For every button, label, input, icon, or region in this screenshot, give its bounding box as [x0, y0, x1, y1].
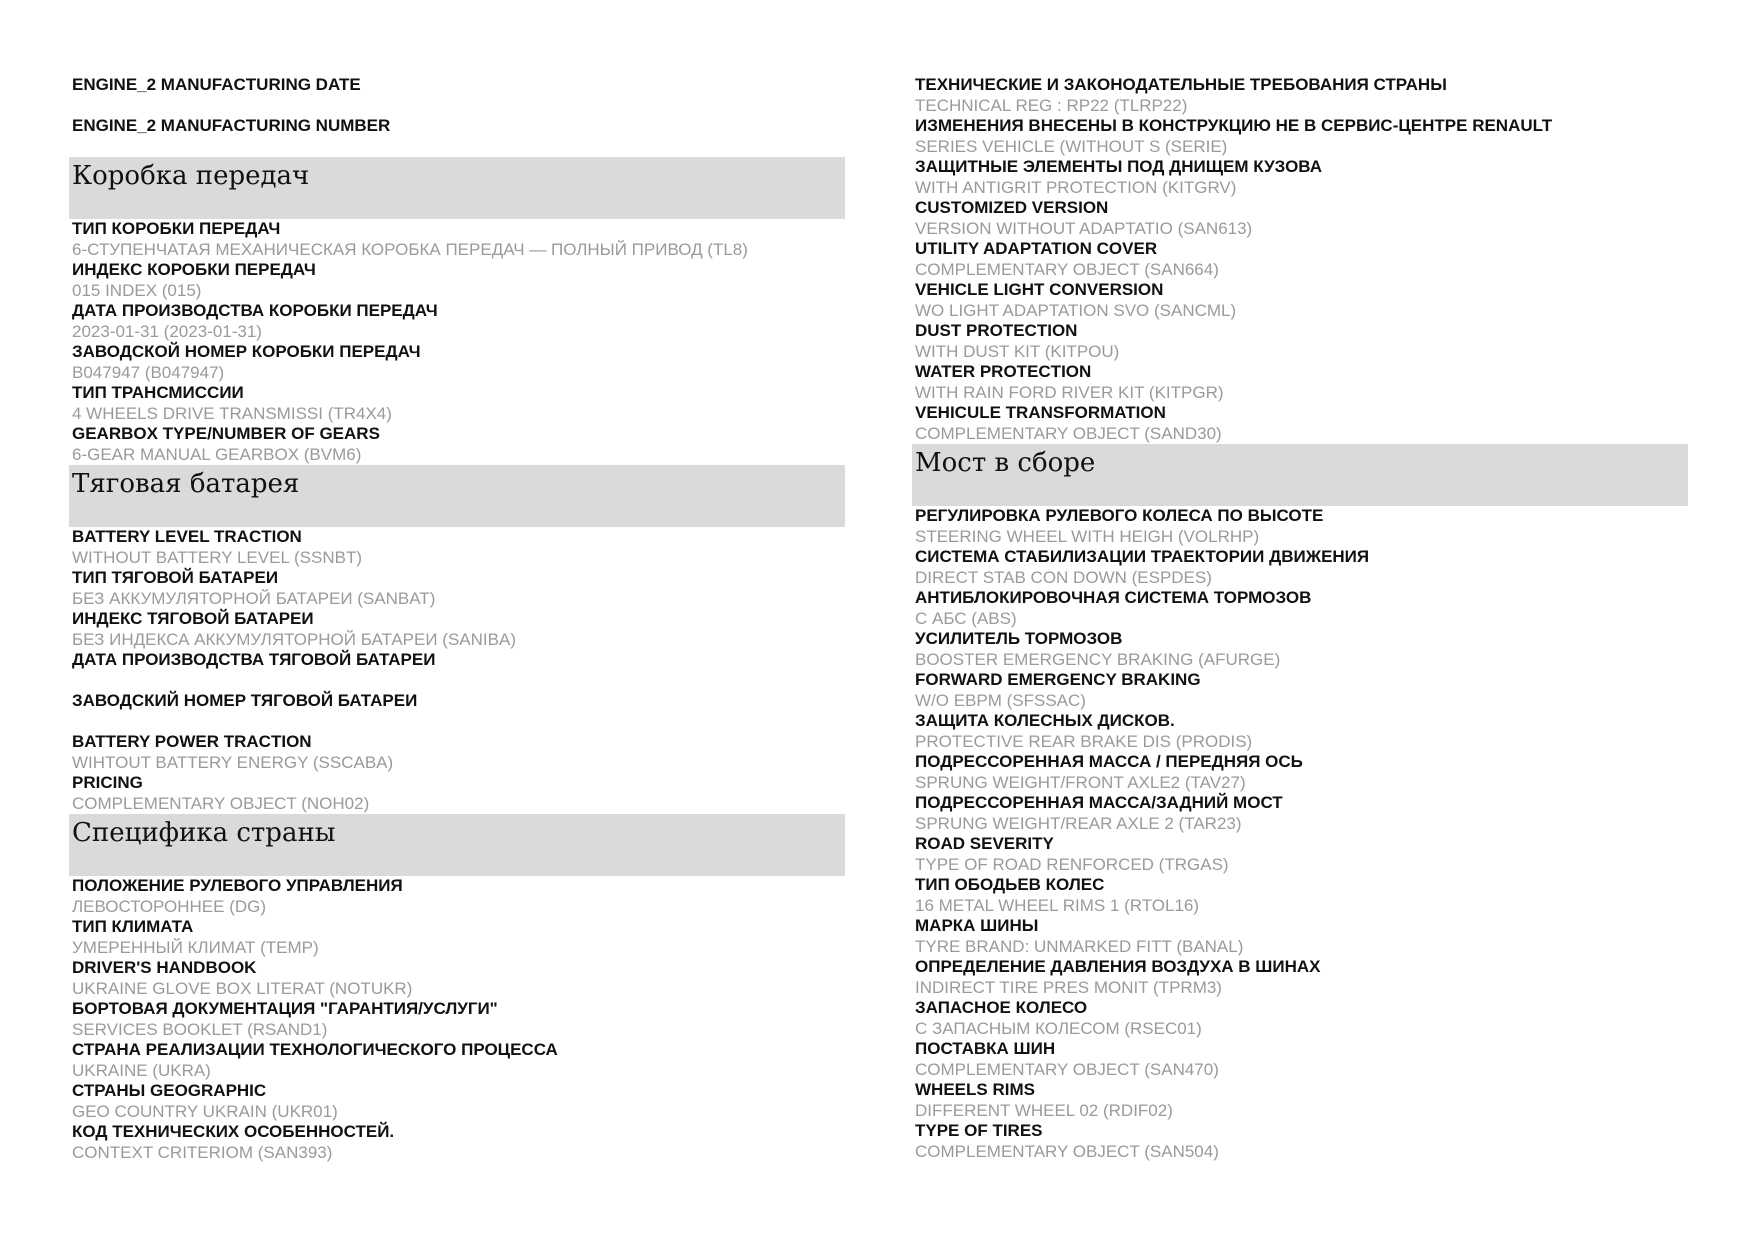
- spec-label: GEARBOX TYPE/NUMBER OF GEARS: [72, 424, 380, 443]
- spec-item: [915, 547, 1695, 588]
- spec-item: [915, 957, 1695, 998]
- spec-value: DIFFERENT WHEEL 02 (RDIF02): [915, 1100, 1173, 1120]
- spec-value: COMPLEMENTARY OBJECT (SAN470): [915, 1059, 1219, 1079]
- spec-item: [72, 424, 852, 465]
- spec-label: ТИП КЛИМАТА: [72, 917, 194, 936]
- spec-value: TYRE BRAND: UNMARKED FITT (BANAL): [915, 936, 1244, 956]
- spec-value: 015 INDEX (015): [72, 280, 202, 300]
- spec-label: ПОСТАВКА ШИН: [915, 1039, 1056, 1058]
- spec-label: WHEELS RIMS: [915, 1080, 1035, 1099]
- spec-label: ТЕХНИЧЕСКИЕ И ЗАКОНОДАТЕЛЬНЫЕ ТРЕБОВАНИЯ СТРАНЫ: [915, 75, 1447, 94]
- spec-value: WITH ANTIGRIT PROTECTION (KITGRV): [915, 177, 1237, 197]
- spec-item: [915, 916, 1695, 957]
- spec-label: ОПРЕДЕЛЕНИЕ ДАВЛЕНИЯ ВОЗДУХА В ШИНАХ: [915, 957, 1321, 976]
- spec-item: [915, 875, 1695, 916]
- spec-item: [72, 116, 852, 157]
- spec-label: ЗАЩИТНЫЕ ЭЛЕМЕНТЫ ПОД ДНИЩЕМ КУЗОВА: [915, 157, 1323, 176]
- spec-item: [72, 999, 852, 1040]
- spec-label: PRICING: [72, 773, 143, 792]
- spec-value: INDIRECT TIRE PRES MONIT (TPRM3): [915, 977, 1222, 997]
- spec-value: UKRAINE GLOVE BOX LITERAT (NOTUKR): [72, 978, 413, 998]
- spec-label: DRIVER'S HANDBOOK: [72, 958, 257, 977]
- spec-item: [72, 876, 852, 917]
- spec-item: [915, 998, 1695, 1039]
- spec-value: БЕЗ ИНДЕКСА АККУМУЛЯТОРНОЙ БАТАРЕИ (SANIBA): [72, 629, 516, 649]
- spec-value: SPRUNG WEIGHT/REAR AXLE 2 (TAR23): [915, 813, 1242, 833]
- spec-value: [72, 712, 852, 733]
- section-header-gearbox: [69, 157, 845, 219]
- spec-value: COMPLEMENTARY OBJECT (SAN664): [915, 259, 1219, 279]
- spec-item: [72, 958, 852, 999]
- spec-value: 16 METAL WHEEL RIMS 1 (RTOL16): [915, 895, 1200, 915]
- section-header-battery: [69, 465, 845, 527]
- spec-value: GEO COUNTRY UKRAIN (UKR01): [72, 1101, 338, 1121]
- spec-label: ДАТА ПРОИЗВОДСТВА ТЯГОВОЙ БАТАРЕИ: [72, 650, 436, 669]
- spec-value: 6-GEAR MANUAL GEARBOX (BVM6): [72, 444, 362, 464]
- spec-item: [72, 691, 852, 732]
- spec-item: [72, 1040, 852, 1081]
- spec-label: УСИЛИТЕЛЬ ТОРМОЗОВ: [915, 629, 1123, 648]
- spec-label: ДАТА ПРОИЗВОДСТВА КОРОБКИ ПЕРЕДАЧ: [72, 301, 438, 320]
- spec-item: [72, 301, 852, 342]
- spec-value: COMPLEMENTARY OBJECT (SAN504): [915, 1141, 1219, 1161]
- spec-item: [915, 75, 1695, 116]
- spec-item: [915, 629, 1695, 670]
- spec-item: [72, 219, 852, 260]
- spec-label: ENGINE_2 MANUFACTURING DATE: [72, 75, 361, 94]
- spec-label: РЕГУЛИРОВКА РУЛЕВОГО КОЛЕСА ПО ВЫСОТЕ: [915, 506, 1324, 525]
- spec-item: [72, 568, 852, 609]
- spec-label: ROAD SEVERITY: [915, 834, 1054, 853]
- spec-label: ТИП ОБОДЬЕВ КОЛЕС: [915, 875, 1105, 894]
- spec-item: [72, 609, 852, 650]
- spec-value: С АБС (ABS): [915, 608, 1017, 628]
- section-title: Коробка передач: [72, 161, 310, 191]
- spec-label: VEHICLE LIGHT CONVERSION: [915, 280, 1164, 299]
- spec-label: FORWARD EMERGENCY BRAKING: [915, 670, 1201, 689]
- spec-item: [915, 1080, 1695, 1121]
- spec-value: 6-СТУПЕНЧАТАЯ МЕХАНИЧЕСКАЯ КОРОБКА ПЕРЕДАЧ — ПОЛНЫЙ ПРИВОД (TL8): [72, 239, 748, 259]
- spec-label: BATTERY POWER TRACTION: [72, 732, 312, 751]
- spec-item: [72, 342, 852, 383]
- left-column: [72, 75, 852, 1163]
- spec-label: СТРАНЫ GEOGRAPHIC: [72, 1081, 267, 1100]
- spec-value: 2023-01-31 (2023-01-31): [72, 321, 262, 341]
- section-title: Мост в сборе: [915, 448, 1096, 478]
- spec-label: ЗАВОДСКИЙ НОМЕР ТЯГОВОЙ БАТАРЕИ: [72, 691, 418, 710]
- spec-item: [72, 75, 852, 116]
- spec-value: [72, 671, 852, 692]
- spec-item: [72, 383, 852, 424]
- spec-value: STEERING WHEEL WITH HEIGH (VOLRHP): [915, 526, 1260, 546]
- spec-label: ТИП ТЯГОВОЙ БАТАРЕИ: [72, 568, 279, 587]
- section-title: Тяговая батарея: [72, 469, 300, 499]
- section-header-country: [69, 814, 845, 876]
- spec-item: [915, 403, 1695, 444]
- spec-value: BOOSTER EMERGENCY BRAKING (AFURGE): [915, 649, 1281, 669]
- spec-item: [72, 1122, 852, 1163]
- spec-value: WITH RAIN FORD RIVER KIT (KITPGR): [915, 382, 1224, 402]
- section-title: Специфика страны: [72, 818, 336, 848]
- spec-label: TYPE OF TIRES: [915, 1121, 1043, 1140]
- spec-item: [72, 773, 852, 814]
- spec-item: [72, 650, 852, 691]
- spec-label: ЗАПАСНОЕ КОЛЕСО: [915, 998, 1088, 1017]
- spec-label: VEHICULE TRANSFORMATION: [915, 403, 1166, 422]
- spec-value: W/O EBPM (SFSSAC): [915, 690, 1086, 710]
- spec-label: ТИП КОРОБКИ ПЕРЕДАЧ: [72, 219, 281, 238]
- spec-value: COMPLEMENTARY OBJECT (SAND30): [915, 423, 1222, 443]
- spec-item: [72, 527, 852, 568]
- spec-label: ИНДЕКС КОРОБКИ ПЕРЕДАЧ: [72, 260, 316, 279]
- spec-label: BATTERY LEVEL TRACTION: [72, 527, 302, 546]
- spec-item: [72, 260, 852, 301]
- spec-item: [915, 116, 1695, 157]
- spec-label: ЗАВОДСКОЙ НОМЕР КОРОБКИ ПЕРЕДАЧ: [72, 342, 421, 361]
- spec-item: [915, 834, 1695, 875]
- spec-value: COMPLEMENTARY OBJECT (NOH02): [72, 793, 370, 813]
- spec-label: ЗАЩИТА КОЛЕСНЫХ ДИСКОВ.: [915, 711, 1175, 730]
- spec-value: WIHTOUT BATTERY ENERGY (SSCABA): [72, 752, 394, 772]
- spec-item: [915, 239, 1695, 280]
- spec-value: CONTEXT CRITERIOM (SAN393): [72, 1142, 333, 1162]
- spec-item: [915, 362, 1695, 403]
- spec-label: UTILITY ADAPTATION COVER: [915, 239, 1158, 258]
- spec-label: СИСТЕМА СТАБИЛИЗАЦИИ ТРАЕКТОРИИ ДВИЖЕНИЯ: [915, 547, 1370, 566]
- spec-item: [72, 732, 852, 773]
- spec-value: SERIES VEHICLE (WITHOUT S (SERIE): [915, 136, 1228, 156]
- spec-label: БОРТОВАЯ ДОКУМЕНТАЦИЯ "ГАРАНТИЯ/УСЛУГИ": [72, 999, 498, 1018]
- spec-value: DIRECT STAB CON DOWN (ESPDES): [915, 567, 1212, 587]
- spec-value: ЛЕВОСТОРОННЕЕ (DG): [72, 896, 267, 916]
- spec-value: PROTECTIVE REAR BRAKE DIS (PRODIS): [915, 731, 1253, 751]
- spec-label: ПОДРЕССОРЕННАЯ МАССА / ПЕРЕДНЯЯ ОСЬ: [915, 752, 1303, 771]
- spec-value: WITH DUST KIT (KITPOU): [915, 341, 1120, 361]
- spec-item: [915, 670, 1695, 711]
- spec-item: [915, 506, 1695, 547]
- spec-value: УМЕРЕННЫЙ КЛИМАТ (TEMP): [72, 937, 319, 957]
- spec-label: КОД ТЕХНИЧЕСКИХ ОСОБЕННОСТЕЙ.: [72, 1122, 395, 1141]
- spec-item: [72, 1081, 852, 1122]
- spec-label: СТРАНА РЕАЛИЗАЦИИ ТЕХНОЛОГИЧЕСКОГО ПРОЦЕССА: [72, 1040, 558, 1059]
- spec-label: ENGINE_2 MANUFACTURING NUMBER: [72, 116, 391, 135]
- spec-label: WATER PROTECTION: [915, 362, 1092, 381]
- spec-value: SPRUNG WEIGHT/FRONT AXLE2 (TAV27): [915, 772, 1246, 792]
- spec-value: WO LIGHT ADAPTATION SVO (SANCML): [915, 300, 1237, 320]
- spec-value: UKRAINE (UKRA): [72, 1060, 211, 1080]
- spec-label: ПОЛОЖЕНИЕ РУЛЕВОГО УПРАВЛЕНИЯ: [72, 876, 403, 895]
- spec-value: TYPE OF ROAD RENFORCED (TRGAS): [915, 854, 1229, 874]
- spec-value: [72, 96, 852, 117]
- spec-label: ИНДЕКС ТЯГОВОЙ БАТАРЕИ: [72, 609, 314, 628]
- spec-item: [915, 588, 1695, 629]
- spec-value: 4 WHEELS DRIVE TRANSMISSI (TR4X4): [72, 403, 392, 423]
- spec-label: DUST PROTECTION: [915, 321, 1078, 340]
- right-column: [915, 75, 1695, 1162]
- spec-item: [72, 917, 852, 958]
- spec-label: АНТИБЛОКИРОВОЧНАЯ СИСТЕМА ТОРМОЗОВ: [915, 588, 1312, 607]
- spec-label: ТИП ТРАНСМИССИИ: [72, 383, 244, 402]
- spec-value: БЕЗ АККУМУЛЯТОРНОЙ БАТАРЕИ (SANBAT): [72, 588, 436, 608]
- spec-item: [915, 752, 1695, 793]
- spec-item: [915, 157, 1695, 198]
- spec-value: С ЗАПАСНЫМ КОЛЕСОМ (RSEC01): [915, 1018, 1202, 1038]
- spec-item: [915, 1039, 1695, 1080]
- spec-item: [915, 321, 1695, 362]
- spec-label: CUSTOMIZED VERSION: [915, 198, 1109, 217]
- spec-label: МАРКА ШИНЫ: [915, 916, 1039, 935]
- spec-label: ИЗМЕНЕНИЯ ВНЕСЕНЫ В КОНСТРУКЦИЮ НЕ В СЕРВИС-ЦЕНТРЕ RENAULT: [915, 116, 1553, 135]
- spec-item: [915, 711, 1695, 752]
- spec-value: WITHOUT BATTERY LEVEL (SSNBT): [72, 547, 362, 567]
- spec-item: [915, 1121, 1695, 1162]
- spec-value: B047947 (B047947): [72, 362, 225, 382]
- spec-value: [72, 137, 852, 158]
- spec-item: [915, 198, 1695, 239]
- section-header-axle: [912, 444, 1688, 506]
- spec-value: TECHNICAL REG : RP22 (TLRP22): [915, 95, 1188, 115]
- spec-label: ПОДРЕССОРЕННАЯ МАССА/ЗАДНИЙ МОСТ: [915, 793, 1283, 812]
- spec-value: VERSION WITHOUT ADAPTATIO (SAN613): [915, 218, 1253, 238]
- spec-item: [915, 280, 1695, 321]
- spec-item: [915, 793, 1695, 834]
- spec-value: SERVICES BOOKLET (RSAND1): [72, 1019, 328, 1039]
